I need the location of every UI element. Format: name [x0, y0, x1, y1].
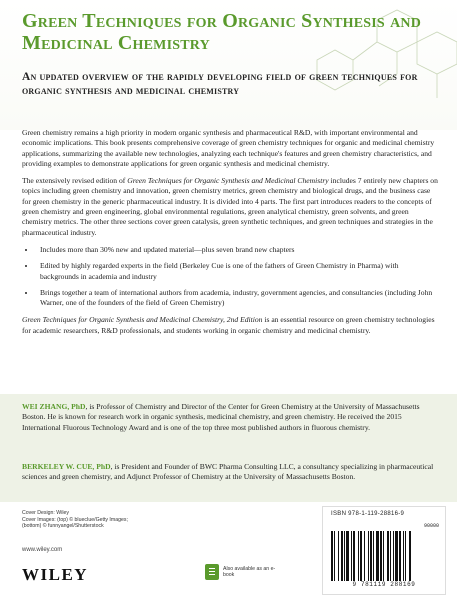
para3-rest: is an essential resource on green chemistry technologies for academic researchers, R&D professionals, and students working in organic chemistry and medicinal chemistry. [22, 315, 435, 335]
para2-rest: includes 7 entirely new chapters on topics including green chemistry and innovation, green chemistry metrics, green chemistry and biological drugs, and the business case for green chemistry in the generic pharmaceutical industry. It is divided into 4 parts. The first part introduces readers to the concepts of green chemistry and green engineering, global environmental regulations, green analytical chemistry, green solvents, and green chemistry metrics. The other three sections cover green catalysis, green synthetic techniques, and green techniques and strategies in the pharmaceutical industry. [22, 176, 438, 237]
barcode-bar [331, 531, 333, 581]
barcode-bar [364, 531, 365, 581]
author-name: WEI ZHANG, PhD [22, 402, 86, 411]
isbn-label: ISBN 978-1-119-28816-9 [331, 511, 405, 517]
publisher-url[interactable]: www.wiley.com [22, 547, 63, 553]
author-bio: , is Professor of Chemistry and Director of the Center for Green Chemistry at the University of Massachusetts Boston. He is known for research work in organic synthesis, medicinal chemistry, and green chemistry. He received the 2015 International Fluorous Technology Award and is one of the top three most published authors in fluorous chemistry. [22, 402, 420, 432]
barcode-bar [383, 531, 384, 581]
description-paragraph-2 [22, 176, 438, 238]
barcode-bar [409, 531, 411, 581]
barcode-bar [405, 531, 406, 581]
para2-start: The extensively revised edition of [22, 176, 128, 186]
author-panel [0, 394, 457, 502]
description-paragraph-1: Green chemistry remains a high priority in modern organic synthesis and pharmaceutical R&D, with important environmental and economic implications. This book presents comprehensive coverage of green chemistry techniques for organic and medicinal chemistry applications, summarizing the available new technologies, analyzing each technique's features and green chemistry characteristics, and providing examples to demonstrate applications for green organic synthesis and medicinal chemistry. [22, 128, 435, 168]
para2-book-title: Green Techniques for Organic Synthesis and Medicinal Chemistry [127, 176, 329, 186]
barcode-bar [399, 531, 401, 581]
barcode-bar [368, 531, 369, 581]
ebook-text: Also available as an e-book [223, 565, 276, 578]
ebook-icon [205, 564, 219, 580]
barcode-bar [358, 531, 359, 581]
barcode-bar [346, 531, 349, 581]
book-title: Green Techniques for Organic Synthesis and Medicinal Chemistry [22, 10, 422, 54]
isbn-barcode-box [322, 506, 446, 595]
cover-header [0, 0, 457, 130]
author-bio-zhang [22, 402, 436, 433]
publisher-logo: WILEY [22, 565, 89, 584]
credit-images-1: Cover Images: (top) © bluecIue/Getty Images; [22, 516, 128, 523]
barcode-bar [393, 531, 394, 581]
barcode-bar [390, 531, 391, 581]
barcode-bar [360, 531, 362, 581]
book-subtitle: An updated overview of the rapidly developing field of green techniques for organic synthesis and medicinal chemistry [22, 71, 418, 97]
barcode-bar [380, 531, 382, 581]
barcode-bar [353, 531, 355, 581]
feature-item: • Edited by highly regarded experts in the field (Berkeley Cue is one of the fathers of Green Chemistry in Pharma) with backgrounds in academia and industry [36, 261, 438, 282]
barcode-bar [387, 531, 389, 581]
barcode-bar [351, 531, 352, 581]
feature-list [22, 245, 438, 308]
author-name: BERKELEY W. CUE, PhD [22, 462, 111, 471]
credit-images-2: (bottom) © funnyangel/Shutterstock [22, 523, 104, 530]
ebook-badge [205, 564, 283, 580]
author-bio: , is President and Founder of BWC Pharma Consulting LLC, a consultancy specializing in pharmaceutical sciences and green chemistry, and Adjunct Professor of Chemistry at the University of Massachusetts Boston. [22, 462, 434, 482]
feature-item: • Includes more than 30% new and updated material—plus seven brand new chapters [36, 245, 438, 255]
barcode-bar [344, 531, 345, 581]
barcode [331, 531, 437, 581]
barcode-bar [376, 531, 379, 581]
isbn-digits: 9 781119 288169 [352, 581, 416, 588]
barcode-bar [373, 531, 374, 581]
description [22, 128, 438, 343]
barcode-bar [334, 531, 335, 581]
price-code: 90000 [423, 523, 439, 529]
barcode-bar [341, 531, 343, 581]
barcode-bar [370, 531, 372, 581]
barcode-bar [403, 531, 404, 581]
cover-credits [22, 510, 172, 530]
feature-item: • Brings together a team of international authors from academia, industry, government agencies, and consultancies (including John Warner, one of the founders of the field of Green Chemistry) [36, 288, 438, 309]
credit-design: Cover Design: Wiley [22, 510, 69, 516]
author-bio-cue [22, 462, 436, 483]
barcode-bar [395, 531, 398, 581]
barcode-bar [338, 531, 339, 581]
para3-book-title: Green Techniques for Organic Synthesis and Medicinal Chemistry, 2nd Edition [22, 315, 263, 325]
description-paragraph-3 [22, 315, 438, 336]
